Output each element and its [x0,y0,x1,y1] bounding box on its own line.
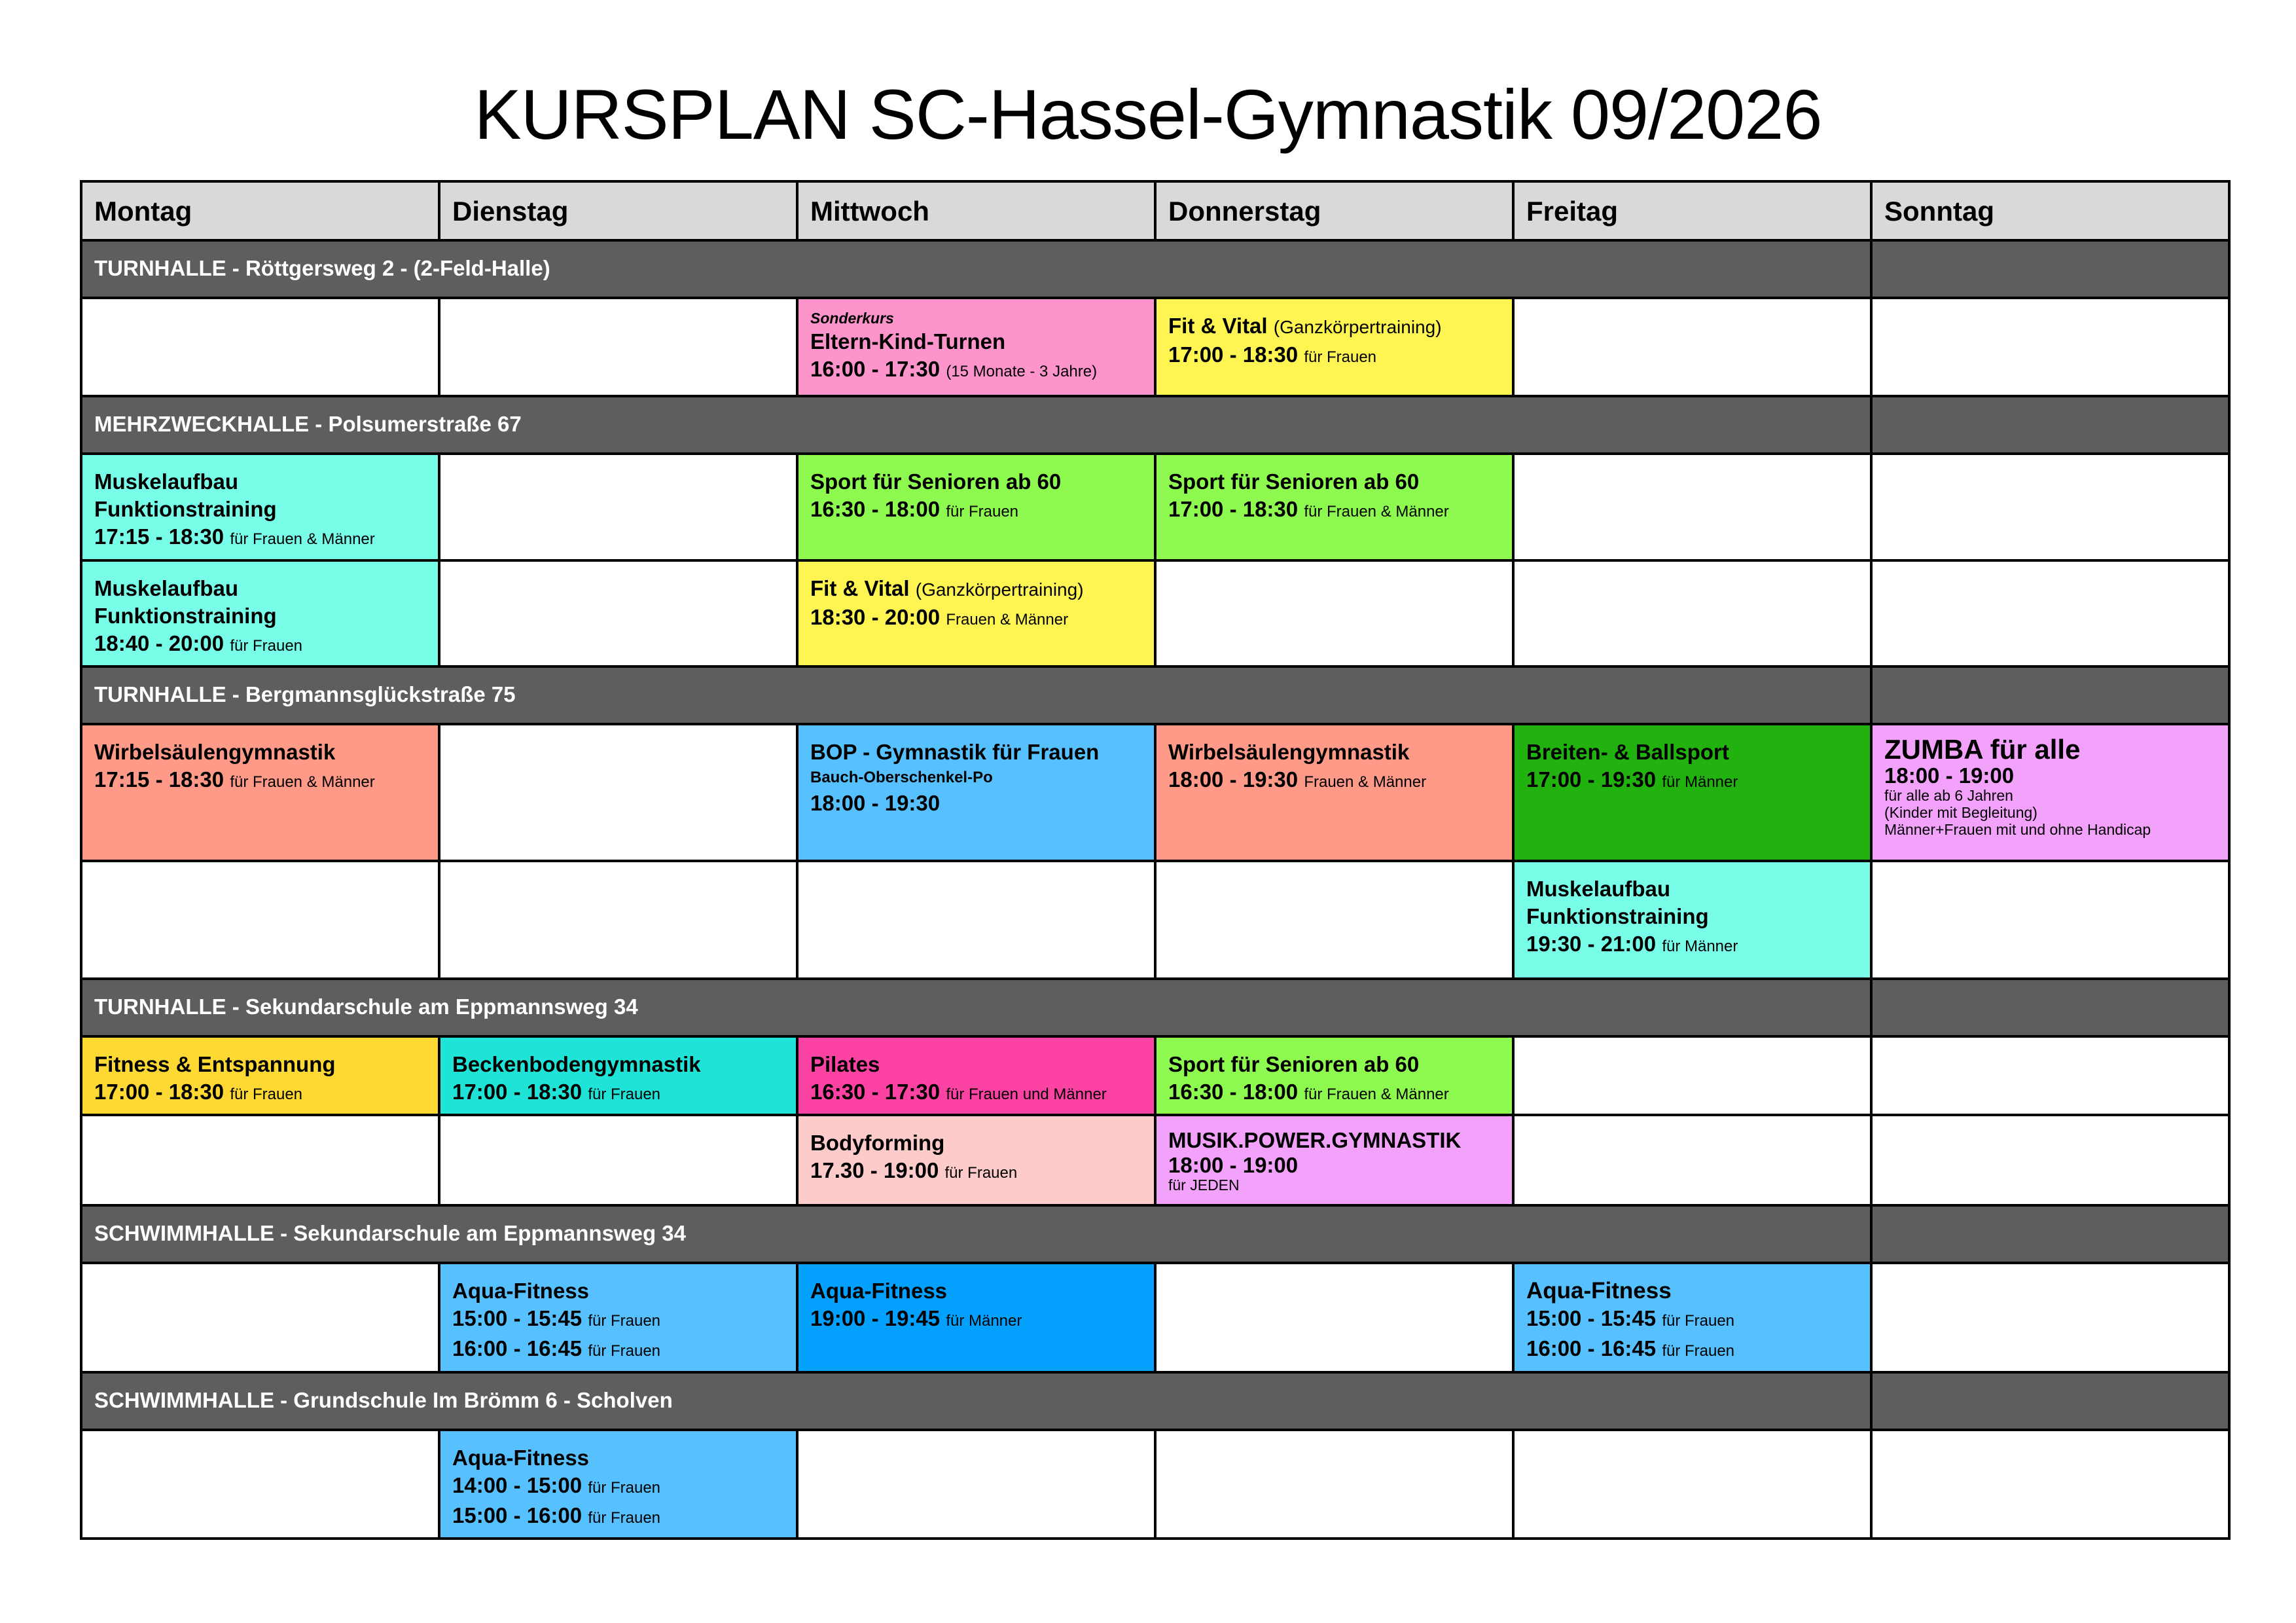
course-name: Fitness & Entspannung [94,1052,336,1076]
course-name: Aqua-Fitness [1526,1278,1672,1304]
course-time: 16:00 - 17:30 [810,357,941,381]
course-note: für Frauen [1304,348,1377,366]
empty-cell [1155,560,1513,666]
venue-spacer [1871,979,2229,1036]
course-note: für Frauen & Männer [230,773,375,791]
day-header-sonntag: Sonntag [1871,181,2229,240]
course-name: Muskelaufbau [94,469,239,494]
course-cell [81,560,439,666]
course-time: 17:00 - 18:30 [1168,497,1299,521]
course-time: 19:00 - 19:45 [810,1306,941,1330]
course-name: Muskelaufbau [1526,877,1671,901]
course-time: 17:00 - 18:30 [94,1080,224,1104]
empty-cell [1155,1263,1513,1372]
course-row [81,724,2229,861]
day-header-row [81,181,2229,240]
course-cell [81,454,439,560]
course-cell [797,1036,1155,1115]
course-time: 16:30 - 18:00 [1168,1080,1299,1104]
course-name-line2: Funktionstraining [1526,904,1709,928]
course-time: 18:40 - 20:00 [94,631,224,655]
course-cell [81,1036,439,1115]
course-time: 16:30 - 17:30 [810,1080,941,1104]
venue-label: SCHWIMMHALLE - Sekundarschule am Eppmannsweg 34 [81,1205,1871,1263]
course-time: 17:00 - 19:30 [1526,767,1657,792]
course-name: Breiten- & Ballsport [1526,740,1729,764]
venue-spacer [1871,666,2229,724]
course-time: 17:00 - 18:30 [452,1080,583,1104]
course-note: für Frauen [588,1509,661,1527]
empty-cell [439,861,797,979]
course-note: für Frauen [1662,1342,1735,1360]
course-row [81,298,2229,396]
course-cell [439,1036,797,1115]
empty-cell [1871,298,2229,396]
day-header-montag: Montag [81,181,439,240]
course-name: BOP - Gymnastik für Frauen [810,740,1100,764]
course-name-note: (Ganzkörpertraining) [1273,317,1442,337]
course-row [81,454,2229,560]
course-note: für Frauen [230,1085,303,1103]
empty-cell [1513,454,1871,560]
venue-label: TURNHALLE - Bergmannsglückstraße 75 [81,666,1871,724]
course-name: Sport für Senioren ab 60 [1168,1052,1420,1076]
venue-label: TURNHALLE - Sekundarschule am Eppmannsweg 34 [81,979,1871,1036]
course-name: MUSIK.POWER.GYMNASTIK [1168,1128,1462,1152]
course-note: für Frauen [588,1342,661,1360]
venue-spacer [1871,240,2229,298]
course-name: ZUMBA für alle [1884,734,2081,765]
course-time: 19:30 - 21:00 [1526,932,1657,956]
course-cell [1155,454,1513,560]
course-note: für alle ab 6 Jahren [1884,787,2013,804]
course-note: für Frauen [588,1085,661,1103]
course-name: Wirbelsäulengymnastik [1168,740,1410,764]
empty-cell [1871,1115,2229,1205]
course-name-line2: Funktionstraining [94,604,277,628]
course-cell [1513,861,1871,979]
venue-row [81,396,2229,454]
empty-cell [439,454,797,560]
empty-cell [1513,1115,1871,1205]
course-note: für Frauen [944,1164,1018,1182]
course-time: 18:00 - 19:30 [1168,767,1299,792]
course-cell [797,298,1155,396]
course-name: Aqua-Fitness [452,1446,590,1470]
course-time: 17:15 - 18:30 [94,524,224,549]
empty-cell [1871,1036,2229,1115]
empty-cell [1871,560,2229,666]
day-header-mittwoch: Mittwoch [797,181,1155,240]
empty-cell [1513,560,1871,666]
venue-row [81,666,2229,724]
page-title: KURSPLAN SC-Hassel-Gymnastik 09/2026 [474,75,1822,154]
course-cell [797,724,1155,861]
course-time: 16:00 - 16:45 [1526,1336,1657,1360]
venue-label: SCHWIMMHALLE - Grundschule Im Brömm 6 - Scholven [81,1372,1871,1430]
course-note: für Frauen [588,1312,661,1330]
course-time: 17:15 - 18:30 [94,767,224,792]
empty-cell [81,861,439,979]
course-cell [1155,1115,1513,1205]
course-note: (15 Monate - 3 Jahre) [946,363,1098,380]
empty-cell [81,1115,439,1205]
course-note: für Frauen & Männer [1304,1085,1449,1103]
venue-label: TURNHALLE - Röttgersweg 2 - (2-Feld-Halle) [81,240,1871,298]
course-row [81,1263,2229,1372]
course-note: für Frauen [588,1479,661,1497]
course-name: Beckenbodengymnastik [452,1052,701,1076]
day-header-donnerstag: Donnerstag [1155,181,1513,240]
empty-cell [797,861,1155,979]
course-time: 15:00 - 16:00 [452,1503,583,1527]
course-cell [1155,298,1513,396]
course-cell [439,1430,797,1539]
empty-cell [81,298,439,396]
venue-spacer [1871,1372,2229,1430]
course-name: Fit & Vital [810,576,910,600]
venue-row [81,1372,2229,1430]
course-time: 16:30 - 18:00 [810,497,941,521]
course-cell [797,560,1155,666]
course-cell [1513,1263,1871,1372]
course-note: für Männer [946,1312,1022,1330]
empty-cell [439,298,797,396]
course-note: für Frauen und Männer [946,1085,1107,1103]
day-header-dienstag: Dienstag [439,181,797,240]
course-time: 14:00 - 15:00 [452,1473,583,1497]
course-cell [1155,724,1513,861]
course-name: Sport für Senioren ab 60 [1168,469,1420,494]
course-row [81,1036,2229,1115]
course-cell [1871,724,2229,861]
empty-cell [797,1430,1155,1539]
course-time: 18:00 - 19:00 [1168,1153,1299,1177]
day-header-freitag: Freitag [1513,181,1871,240]
course-subtitle: Bauch-Oberschenkel-Po [810,769,993,786]
empty-cell [1513,1036,1871,1115]
empty-cell [1155,861,1513,979]
course-cell [439,1263,797,1372]
empty-cell [1513,298,1871,396]
course-note: für Frauen & Männer [1304,503,1449,520]
course-time: 17:00 - 18:30 [1168,342,1299,367]
course-time: 16:00 - 16:45 [452,1336,583,1360]
venue-label: MEHRZWECKHALLE - Polsumerstraße 67 [81,396,1871,454]
course-note: (Kinder mit Begleitung) [1884,804,2037,821]
empty-cell [1871,1263,2229,1372]
empty-cell [439,724,797,861]
empty-cell [81,1263,439,1372]
course-cell [797,1115,1155,1205]
course-note: für Männer [1662,938,1738,955]
course-note: Frauen & Männer [946,611,1069,629]
course-cell [81,724,439,861]
course-time: 18:00 - 19:00 [1884,763,2015,788]
course-note: für Frauen [1662,1312,1735,1330]
empty-cell [1155,1430,1513,1539]
course-note: Männer+Frauen mit und ohne Handicap [1884,821,2151,838]
course-time: 18:30 - 20:00 [810,605,941,629]
venue-row [81,979,2229,1036]
course-name: Aqua-Fitness [810,1279,948,1303]
course-name-note: (Ganzkörpertraining) [915,579,1084,600]
course-time: 17.30 - 19:00 [810,1158,939,1182]
course-name-line2: Funktionstraining [94,497,277,521]
schedule-table [80,180,2231,1540]
course-note: für Frauen & Männer [230,530,375,548]
empty-cell [1871,454,2229,560]
venue-row [81,240,2229,298]
course-time: 18:00 - 19:30 [810,791,941,815]
course-name: Wirbelsäulengymnastik [94,740,336,764]
course-name: Pilates [810,1052,880,1076]
venue-spacer [1871,1205,2229,1263]
course-cell [1155,1036,1513,1115]
course-tag: Sonderkurs [810,310,894,327]
course-cell [797,454,1155,560]
course-note: für JEDEN [1168,1176,1240,1194]
course-time: 15:00 - 15:45 [452,1306,583,1330]
course-name: Aqua-Fitness [452,1279,590,1303]
empty-cell [1513,1430,1871,1539]
course-cell [1513,724,1871,861]
course-note: für Frauen [946,503,1019,520]
course-name: Bodyforming [810,1131,945,1155]
venue-row [81,1205,2229,1263]
course-row [81,1430,2229,1539]
course-name: Fit & Vital [1168,314,1268,338]
course-note: für Frauen [230,637,303,655]
course-time: 15:00 - 15:45 [1526,1306,1657,1330]
empty-cell [1871,861,2229,979]
course-row [81,560,2229,666]
empty-cell [439,560,797,666]
course-name: Eltern-Kind-Turnen [810,329,1006,354]
course-row [81,861,2229,979]
course-cell [797,1263,1155,1372]
course-note: für Männer [1662,773,1738,791]
empty-cell [1871,1430,2229,1539]
empty-cell [439,1115,797,1205]
course-name: Sport für Senioren ab 60 [810,469,1062,494]
course-row [81,1115,2229,1205]
venue-spacer [1871,396,2229,454]
course-note: Frauen & Männer [1304,773,1427,791]
course-name: Muskelaufbau [94,576,239,600]
empty-cell [81,1430,439,1539]
